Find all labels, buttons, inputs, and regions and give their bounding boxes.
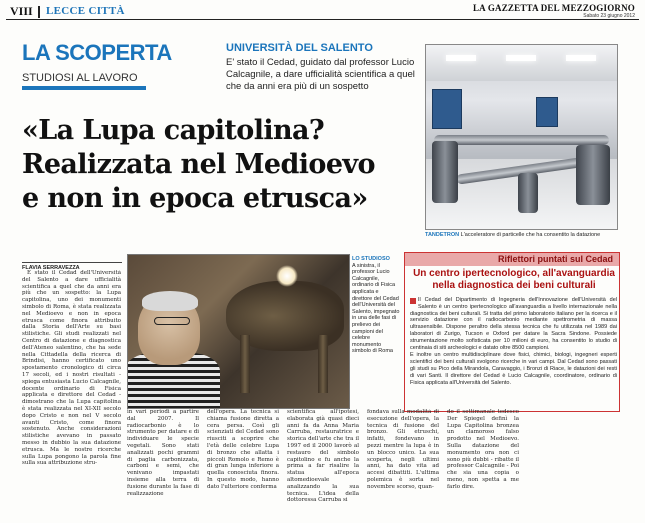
lab-photo-caption-text: L'acceleratore di particelle che ha consentito la datazione: [460, 232, 601, 238]
lab-photo-caption: [425, 232, 625, 238]
lab-photo: [425, 44, 618, 230]
page-number: VIII: [10, 4, 33, 18]
kicker-title: LA SCOPERTA: [22, 40, 172, 65]
info-box-banner: [405, 253, 619, 266]
headline-line-2: Realizzata nel Medioevo: [22, 149, 375, 180]
issue-date: Sabato 23 giugno 2012: [583, 13, 635, 19]
article-column-3: dell'opera. La tecnica si chiama fusione diretta a cera persa. Così gli scienziati del Cedad sono riusciti a scoprire che l'età delle celebre Lupa di bronzo che allatta i piccoli Romolo e Remo è di gran lunga inferiore a quella conosciuta finora. In questo modo, hanno dato l'ulteriore conferma: [207, 409, 279, 490]
article-text-col1: È stato il Cedad dell'Università del Salento a dare ufficialità scientifica a quel che da anni era più che un sospetto: la Lupa capitolina, uno dei monumenti simbolo di Roma, è stata realizzata nel Medioevo e non in epoca etrusca come finora attribuito dalla Storia dell'Arte su basi stilistiche. Gli studi realizzati nel Centro di datazione e diagnostica dell'Ateneo salentino, che ha sede nella Cittadella della ricerca di Brindisi, hanno certificato uno spostamento cronologico di circa 17 secoli, ed i nostri risultati - spiega entusiasta Lucio Calcagnile, docente ordinario di Fisica applicata e direttore del Cedad - dimostrano che la Lupa capitolina è stata realizzata nel XI-XII secolo dopo Cristo e non nel V secolo avanti Cristo, come finora sostenuto. Anche considerazioni stilistiche avevano in passato messo in dubbio la sua datazione etrusca. Ma le nostre ricerche sulla Lupa pongono la parola fine sulla sua attribuzione stru-: [22, 270, 121, 467]
info-box-body: [410, 297, 617, 409]
info-box: [404, 252, 620, 412]
deck-text: E' stato il Cedad, guidato dal professor Lucio Calcagnile, a dare ufficialità scientifica a quel che da anni era più di un sospetto: [226, 57, 415, 92]
newspaper-name: LA GAZZETTA DEL MEZZOGIORNO: [472, 3, 635, 13]
info-box-paragraph-2: E inoltre un centro multidisciplinare dove fisici, chimici, biologi, ingegneri esperti scientifici dei beni culturali svolgono ricerche in vari campi. Dal Cedad sono passati gli studi su Pico della Mirandola, Caravaggio, i Bronzi di Riace, le datazioni dei resti di vari Santi. Il direttore del Cedad è Lucio Calcagnile, coordinatore, ordinario di Fisica applicata all'Università del Salento.: [410, 352, 617, 386]
article-column-4: scientifica all'ipotesi, elaborata già quasi dieci anni fa da Anna Maria Carruba, restauratrice e storica dell'arte che tra il 1997 ed il 2000 lavorò al restauro del simbolo capitolino e fu anche la prima a far risalire la statua all'epoca altomedioevale analizzando la sua tecnica. L'idea della dottoressa Carruba si: [287, 409, 359, 504]
section-name: LECCE CITTÀ: [46, 5, 125, 17]
article-column-5: fondava sulla modalità di esecuzione dell'opera, la tecnica di fusione del bronzo. Gli etruschi, infatti, fondevano in pezzi mentre la lupa è in un blocco unico. La sua scoperta, negli ultimi anni, ha dato vita ad accesi dibattiti. L'ultima polemica è sorta nel novembre scorso, quan-: [367, 409, 439, 490]
kicker-subtitle: STUDIOSI AL LAVORO: [22, 72, 138, 84]
info-box-paragraph-1: Il Cedad del Dipartimento di Ingegneria dell'Innovazione dell'Università del Salento è un centro ipertecnologico all'avanguardia a livello internazionale nella diagnostica dei beni culturali. Si tratta del primo laboratorio italiano per la ricerca e il servizio datazione con il radiocarbonio mediante spettrometria di massa ultrasensibile. Dispone peraltro della stessa tecnica che fu utilizzata nel 1989 dai laboratori di Zurigo, Tucson e Oxford per datare la Sacra Sindone. Possiede strumentazione molto sofisticata per 10 milioni di euro, ha consentito lo studio di centinaia di siti archeologici e datato oltre 8500 campioni.: [410, 297, 617, 351]
byline: FLAVIA SERRAVEZZA: [22, 262, 122, 271]
headline: [22, 114, 432, 216]
headline-line-1: «La Lupa capitolina?: [22, 115, 325, 146]
article-bottom-columns: [127, 409, 605, 513]
info-box-banner-text: Riflettori puntati sul Cedad: [497, 254, 613, 264]
deck-university: UNIVERSITÀ DEL SALENTO: [226, 42, 373, 54]
statue-photo-caption-label: LO STUDIOSO: [352, 256, 390, 262]
statue-photo-caption-text: A sinistra, il professor Lucio Calcagnile, ordinario di Fisica applicata e direttore del Cedad dell'Università del Salento, impegnato in una delle fasi di prelievo dei campioni del celebre monumento simbolo di Roma: [352, 262, 400, 355]
article-column-1: [22, 270, 121, 512]
statue-photo-caption: [352, 256, 400, 355]
headline-line-3: e non in epoca etrusca»: [22, 183, 368, 214]
statue-photo: [127, 254, 350, 409]
lab-photo-caption-label: TANDETRON: [425, 232, 460, 238]
article-column-6: do il settimanale tedesco Der Spiegel definì la Lupa Capitolina bronzea un clamoroso falso prodotto nel Medioevo. Sulla datazione del monumento ora non ci sono più dubbi - ribatte il professor Calcagnile - Poi che sia una copia o meno, non spetta a me farlo dire.: [447, 409, 519, 490]
kicker-rule: [22, 86, 146, 90]
article-column-2: in vari periodi a partire dal 2007. Il radiocarbonio è lo strumento per datare e di individuare le specie vegetali. Sono stati analizzati pochi grammi di paglia carbonizzata, carboni e semi, che venivano impastati insieme alla terra di fusione durante la fase di realizzazione: [127, 409, 199, 497]
header-divider: [38, 6, 40, 18]
info-box-bullet: [410, 298, 416, 304]
info-box-title: Un centro ipertecnologico, all'avanguardia nella diagnostica dei beni culturali: [413, 268, 615, 291]
page-header: [6, 4, 639, 20]
